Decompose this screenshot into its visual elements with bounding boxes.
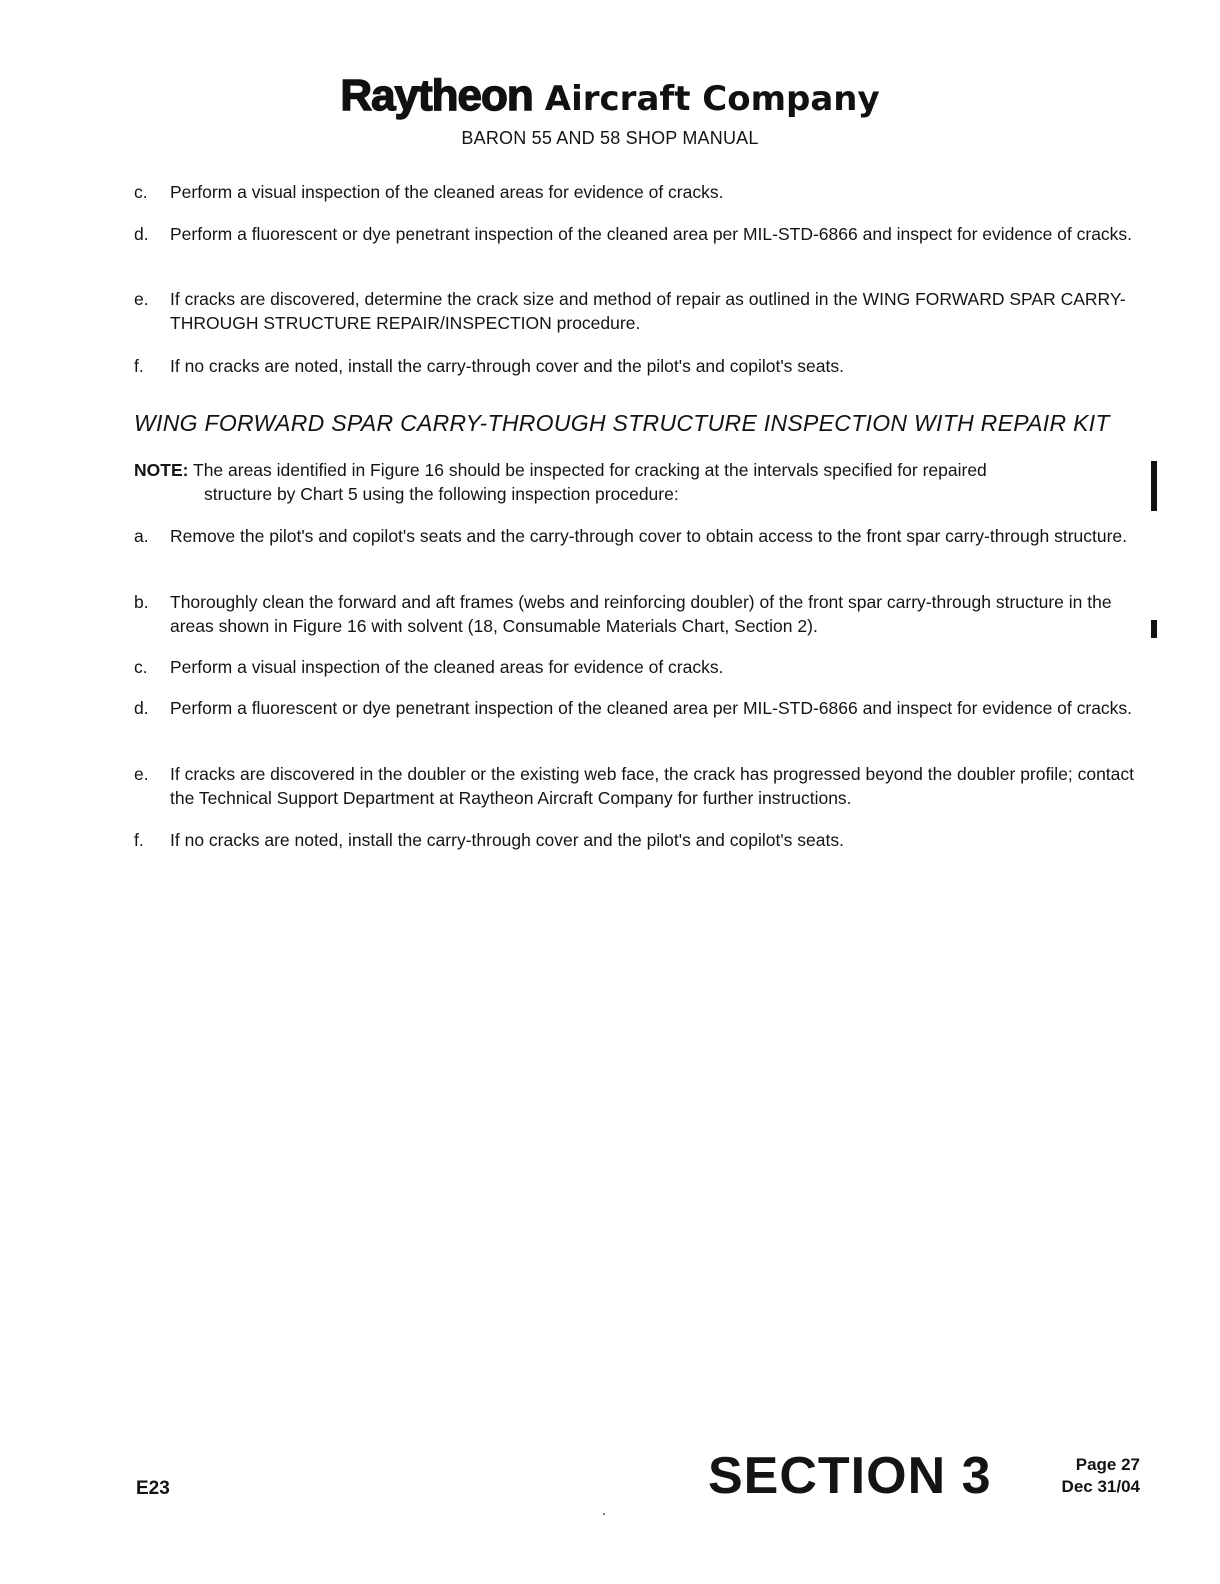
- list-item: [134, 762, 1134, 810]
- list-item: [134, 354, 1134, 378]
- list-marker: c.: [134, 182, 148, 202]
- list-item: [134, 655, 1134, 679]
- page-header: [0, 71, 1220, 149]
- note-line-1: The areas identified in Figure 16 should be inspected for cracking at the intervals specified for repaired: [193, 460, 987, 480]
- list-marker: c.: [134, 657, 148, 677]
- company-name: Aircraft Company: [544, 79, 880, 119]
- note-label: NOTE:: [134, 460, 189, 480]
- list-marker: e.: [134, 289, 149, 309]
- list-item: [134, 180, 1134, 204]
- list-item: [134, 524, 1134, 548]
- list-text: If no cracks are noted, install the carry-through cover and the pilot's and copilot's seats.: [170, 830, 844, 850]
- list-text: If cracks are discovered, determine the crack size and method of repair as outlined in the WING FORWARD SPAR CARRY-THROUGH STRUCTURE REPAIR/INSPECTION procedure.: [170, 289, 1126, 333]
- brand-name: Raytheon: [340, 71, 533, 120]
- note-block: [134, 458, 1139, 506]
- page-info: [1030, 1454, 1140, 1498]
- list-item: [134, 287, 1134, 335]
- note-line-2: structure by Chart 5 using the following inspection procedure:: [204, 484, 679, 504]
- list-marker: d.: [134, 698, 149, 718]
- list-text: Perform a visual inspection of the cleaned areas for evidence of cracks.: [170, 657, 724, 677]
- list-marker: f.: [134, 830, 144, 850]
- list-text: Thoroughly clean the forward and aft frames (webs and reinforcing doubler) of the front spar carry-through structure in the areas shown in Figure 16 with solvent (18, Consumable Materials Chart, Section 2).: [170, 592, 1112, 636]
- list-item: [134, 222, 1134, 246]
- section-number: SECTION 3: [708, 1447, 992, 1505]
- list-item: [134, 590, 1134, 638]
- change-bar: [1151, 620, 1157, 638]
- scan-speck: [603, 1513, 605, 1515]
- company-logo: [0, 71, 1220, 120]
- manual-title: BARON 55 AND 58 SHOP MANUAL: [461, 128, 759, 148]
- list-marker: e.: [134, 764, 149, 784]
- change-bar: [1151, 461, 1157, 511]
- list-text: Remove the pilot's and copilot's seats and the carry-through cover to obtain access to the front spar carry-through structure.: [170, 526, 1128, 546]
- list-text: If no cracks are noted, install the carry-through cover and the pilot's and copilot's seats.: [170, 356, 844, 376]
- list-item: [134, 696, 1134, 720]
- list-marker: a.: [134, 526, 149, 546]
- list-item: [134, 828, 1134, 852]
- list-marker: d.: [134, 224, 149, 244]
- list-text: If cracks are discovered in the doubler or the existing web face, the crack has progressed beyond the doubler profile; contact the Technical Support Department at Raytheon Aircraft Company for further instructions.: [170, 764, 1135, 808]
- page-number: Page 27: [1075, 1455, 1140, 1474]
- list-text: Perform a fluorescent or dye penetrant inspection of the cleaned area per MIL-STD-6866 and inspect for evidence of cracks.: [170, 224, 1133, 244]
- section-heading: WING FORWARD SPAR CARRY-THROUGH STRUCTURE INSPECTION WITH REPAIR KIT: [134, 410, 1110, 436]
- list-marker: b.: [134, 592, 149, 612]
- list-text: Perform a visual inspection of the cleaned areas for evidence of cracks.: [170, 182, 724, 202]
- list-text: Perform a fluorescent or dye penetrant inspection of the cleaned area per MIL-STD-6866 and inspect for evidence of cracks.: [170, 698, 1133, 718]
- document-code: E23: [136, 1478, 170, 1499]
- list-marker: f.: [134, 356, 144, 376]
- revision-date: Dec 31/04: [1061, 1477, 1140, 1496]
